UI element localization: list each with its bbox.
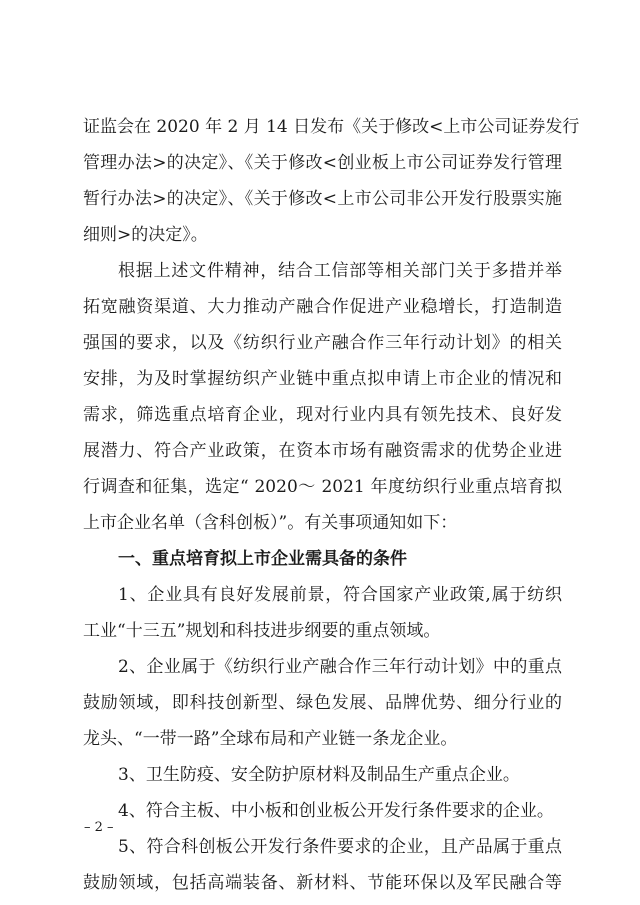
text-line: 行调查和征集，选定“ 2020～ 2021 年度纺织行业重点培育拟	[83, 477, 562, 497]
text-line: 鼓励领域，即科技创新型、绿色发展、品牌优势、细分行业的	[83, 693, 562, 713]
text-line: 强国的要求，以及《纺织行业产融合作三年行动计划》的相关	[83, 333, 562, 353]
text-line: 3、卫生防疫、安全防护原材料及制品生产重点企业。	[118, 765, 520, 785]
text-line: 暂行办法>的决定》、《关于修改<上市公司非公开发行股票实施	[83, 189, 562, 209]
page-number: – 2 –	[84, 820, 114, 835]
text-line: 管理办法>的决定》、《关于修改<创业板上市公司证券发行管理	[83, 153, 562, 173]
text-line: 5、符合科创板公开发行条件要求的企业，且产品属于重点	[118, 837, 562, 857]
text-line: 上市企业名单（含科创板）”。有关事项通知如下：	[83, 513, 458, 533]
text-line: 安排，为及时掌握纺织产业链中重点拟申请上市企业的情况和	[83, 369, 562, 389]
text-line: 1、企业具有良好发展前景，符合国家产业政策,属于纺织	[118, 585, 562, 605]
text-line: 展潜力、符合产业政策，在资本市场有融资需求的优势企业进	[83, 441, 562, 461]
text-line: 细则>的决定》。	[83, 225, 208, 245]
text-line: 拓宽融资渠道、大力推动产融合作促进产业稳增长，打造制造	[83, 297, 562, 317]
text-line: 鼓励领域，包括高端装备、新材料、节能环保以及军民融合等	[83, 873, 562, 893]
section-heading: 一、重点培育拟上市企业需具备的条件	[118, 549, 407, 569]
text-line: 需求，筛选重点培育企业，现对行业内具有领先技术、良好发	[83, 405, 562, 425]
text-line: 根据上述文件精神，结合工信部等相关部门关于多措并举	[118, 261, 562, 281]
text-line: 证监会在 2020 年 2 月 14 日发布《关于修改<上市公司证券发行	[83, 117, 580, 137]
text-line: 4、符合主板、中小板和创业板公开发行条件要求的企业。	[118, 801, 554, 821]
text-line: 2、企业属于《纺织行业产融合作三年行动计划》中的重点	[118, 657, 562, 677]
body-text	[80, 113, 580, 905]
text-line: 工业“十三五”规划和科技进步纲要的重点领域。	[83, 621, 441, 641]
text-line: 龙头、“一带一路”全球布局和产业链一条龙企业。	[83, 729, 458, 749]
